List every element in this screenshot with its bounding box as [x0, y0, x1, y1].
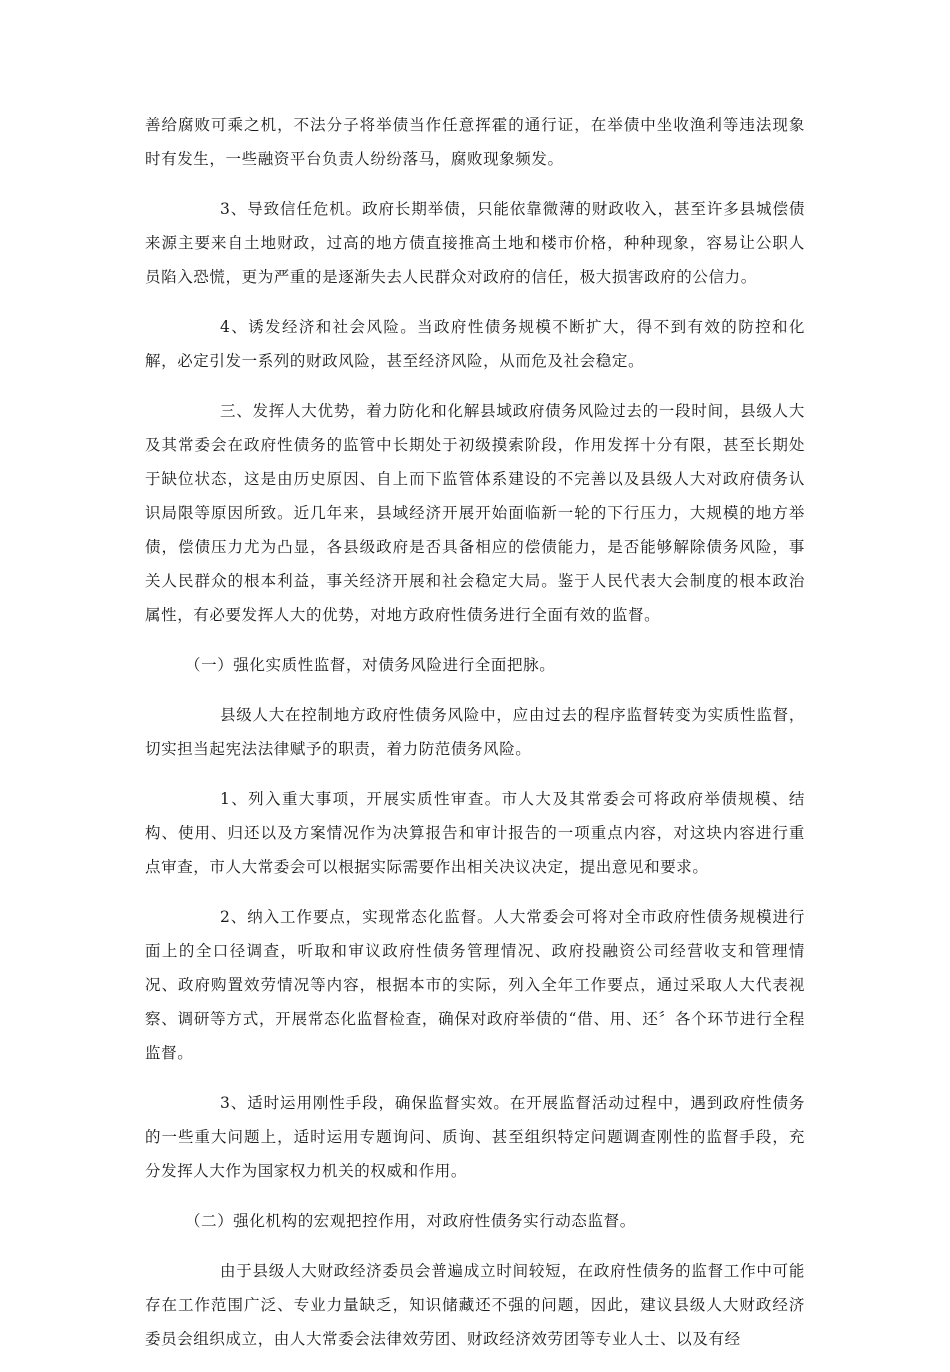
paragraph-committee: 由于县级人大财政经济委员会普遍成立时间较短，在政府性债务的监督工作中可能存在工作范围广泛、专业力量缺乏，知识储藏还不强的问题，因此，建议县级人大财政经济委员会组织成立，由人大常委会法律效劳团、财政经济效劳团等专业人士、以及有经	[145, 1262, 805, 1348]
paragraph-substantive-supervision: 县级人大在控制地方政府性债务风险中，应由过去的程序监督转变为实质性监督，切实担当起宪法法律赋予的职责，着力防范债务风险。	[145, 706, 805, 758]
subheading-one: （一）强化实质性监督，对债务风险进行全面把脉。	[185, 656, 556, 674]
paragraph-item-3: 3、适时运用刚性手段，确保监督实效。在开展监督活动过程中，遇到政府性债务的一些重大问题上，适时运用专题询问、质询、甚至组织特定问题调查刚性的监督手段，充分发挥人大作为国家权力机关的权威和作用。	[145, 1094, 805, 1180]
paragraph-trust-crisis: 3、导致信任危机。政府长期举债，只能依靠微薄的财政收入，甚至许多县城偿债来源主要来自土地财政，过高的地方债直接推高土地和楼市价格，种种现象，容易让公职人员陷入恐慌，更为严重的是逐渐失去人民群众对政府的信任，极大损害政府的公信力。	[145, 200, 805, 286]
paragraph-continuation: 善给腐败可乘之机，不法分子将举债当作任意挥霍的通行证，在举债中坐收渔利等违法现象时有发生，一些融资平台负责人纷纷落马，腐败现象频发。	[145, 116, 805, 168]
document-body	[145, 108, 805, 1372]
paragraph-economic-social-risk: 4、诱发经济和社会风险。当政府性债务规模不断扩大，得不到有效的防控和化解，必定引发一系列的财政风险，甚至经济风险，从而危及社会稳定。	[145, 318, 805, 370]
paragraph-section-three: 三、发挥人大优势，着力防化和化解县域政府债务风险过去的一段时间，县级人大及其常委会在政府性债务的监管中长期处于初级摸索阶段，作用发挥十分有限，甚至长期处于缺位状态，这是由历史原因、自上而下监管体系建设的不完善以及县级人大对政府债务认识局限等原因所致。近几年来，县域经济开展开始面临新一轮的下行压力，大规模的地方举债，偿债压力尤为凸显，各县级政府是否具备相应的偿债能力，是否能够解除债务风险，事关人民群众的根本利益，事关经济开展和社会稳定大局。鉴于人民代表大会制度的根本政治属性，有必要发挥人大的优势，对地方政府性债务进行全面有效的监督。	[145, 402, 805, 624]
paragraph-item-2: 2、纳入工作要点，实现常态化监督。人大常委会可将对全市政府性债务规模进行面上的全口径调查，听取和审议政府性债务管理情况、政府投融资公司经营收支和管理情况、政府购置效劳情况等内容，根据本市的实际，列入全年工作要点，通过采取人大代表视察、调研等方式，开展常态化监督检查，确保对政府举债的“借、用、还〞各个环节进行全程监督。	[145, 908, 805, 1062]
subheading-two: （二）强化机构的宏观把控作用，对政府性债务实行动态监督。	[185, 1212, 636, 1230]
paragraph-item-1: 1、列入重大事项，开展实质性审查。市人大及其常委会可将政府举债规模、结构、使用、归还以及方案情况作为决算报告和审计报告的一项重点内容，对这块内容进行重点审查，市人大常委会可以根据实际需要作出相关决议决定，提出意见和要求。	[145, 790, 805, 876]
